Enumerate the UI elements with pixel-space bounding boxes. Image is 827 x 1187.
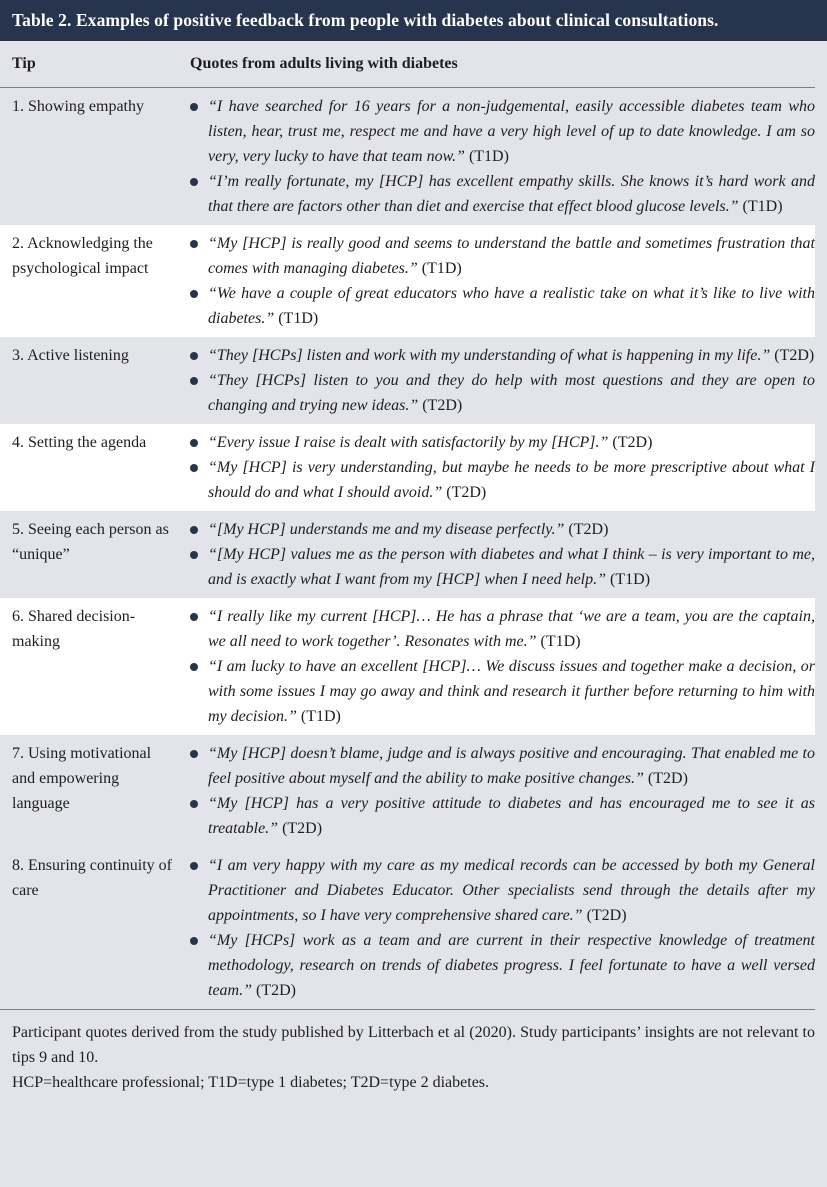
quote-list	[190, 343, 815, 418]
header-quotes: Quotes from adults living with diabetes	[190, 55, 458, 72]
quote-text: “I am very happy with my care as my medical records can be accessed by both my General Practitioner and Diabetes Educator. Other specialists send through the details after my appointments, so I have very comprehensive shared care.”	[208, 857, 815, 924]
diabetes-type-tag: (T2D)	[770, 347, 815, 364]
quote-item	[190, 455, 815, 505]
quote-item	[190, 654, 815, 729]
table-row	[0, 511, 827, 598]
quote-item	[190, 368, 815, 418]
tip-cell: 8. Ensuring continuity of care	[12, 857, 172, 899]
quote-item	[190, 343, 815, 368]
diabetes-type-tag: (T1D)	[536, 633, 581, 650]
quote-item	[190, 94, 815, 169]
bullet-icon	[190, 240, 198, 248]
quote-item	[190, 231, 815, 281]
tip-cell: 5. Seeing each person as “unique”	[12, 521, 169, 563]
diabetes-type-tag: (T1D)	[296, 708, 341, 725]
header-tip: Tip	[12, 55, 36, 72]
quote-text: “[My HCP] understands me and my disease perfectly.”	[208, 521, 565, 538]
diabetes-type-tag: (T2D)	[252, 982, 296, 999]
quote-list	[190, 430, 815, 505]
quote-item	[190, 430, 815, 455]
table-body	[0, 88, 827, 1009]
bullet-icon	[190, 352, 198, 360]
quote-text: “My [HCP] is very understanding, but maybe he needs to be more prescriptive about what I should do and what I should avoid.”	[208, 459, 815, 501]
tip-cell: 3. Active listening	[12, 347, 129, 364]
diabetes-type-tag: (T2D)	[582, 907, 627, 924]
bullet-icon	[190, 800, 198, 808]
tip-cell: 2. Acknowledging the psychological impact	[12, 235, 153, 277]
bullet-icon	[190, 178, 198, 186]
table-footer	[0, 1010, 827, 1095]
quote-text: “I have searched for 16 years for a non-judgemental, easily accessible diabetes team who listen, hear, trust me, respect me and have a very high level of up to date knowledge. I am so very, very lucky to have that team now.”	[208, 98, 815, 165]
diabetes-type-tag: (T2D)	[278, 820, 323, 837]
quotes-cell	[178, 430, 815, 505]
quote-item	[190, 853, 815, 928]
table-row	[0, 225, 815, 337]
quote-text: “[My HCP] values me as the person with diabetes and what I think – is very important to me, and is exactly what I want from my [HCP] when I need help.”	[208, 546, 815, 588]
diabetes-type-tag: (T2D)	[564, 521, 609, 538]
quotes-cell	[178, 517, 827, 592]
diabetes-type-tag: (T2D)	[643, 770, 688, 787]
quote-text: “My [HCP] has a very positive attitude to diabetes and has encouraged me to see it as treatable.”	[208, 795, 815, 837]
quote-text: “My [HCPs] work as a team and are current in their respective knowledge of treatment methodology, research on trends of diabetes progress. I feel fortunate to have a well versed team.”	[208, 932, 815, 999]
diabetes-type-tag: (T1D)	[738, 198, 783, 215]
quote-item	[190, 791, 815, 841]
bullet-icon	[190, 290, 198, 298]
diabetes-type-tag: (T1D)	[606, 571, 651, 588]
footer-note-source: Participant quotes derived from the study published by Litterbach et al (2020). Study participants’ insights are not relevant to tips 9 and 10.	[12, 1024, 815, 1066]
quote-item	[190, 741, 815, 791]
table-title: Table 2. Examples of positive feedback from people with diabetes about clinical consultations.	[0, 0, 827, 41]
diabetes-type-tag: (T2D)	[418, 397, 463, 414]
bullet-icon	[190, 377, 198, 385]
table-row	[0, 88, 827, 225]
table-row	[0, 847, 827, 1009]
quote-text: “My [HCP] is really good and seems to understand the battle and sometimes frustration that comes with managing diabetes.”	[208, 235, 815, 277]
diabetes-type-tag: (T1D)	[274, 310, 319, 327]
quotes-cell	[178, 343, 827, 418]
quote-text: “I am lucky to have an excellent [HCP]… We discuss issues and together make a decision, or with some issues I may go away and think and research it further before returning to him with my decision.”	[208, 658, 815, 725]
quotes-cell	[178, 604, 815, 729]
bullet-icon	[190, 103, 198, 111]
tip-cell: 6. Shared decision-making	[12, 608, 136, 650]
quote-list	[190, 94, 815, 219]
quote-item	[190, 542, 815, 592]
quote-text: “We have a couple of great educators who have a realistic take on what it’s like to live with diabetes.”	[208, 285, 815, 327]
diabetes-type-tag: (T2D)	[442, 484, 487, 501]
bullet-icon	[190, 862, 198, 870]
quote-item	[190, 281, 815, 331]
quote-item	[190, 928, 815, 1003]
quote-item	[190, 517, 815, 542]
bullet-icon	[190, 551, 198, 559]
diabetes-type-tag: (T1D)	[417, 260, 462, 277]
quote-text: “Every issue I raise is dealt with satisfactorily by my [HCP].”	[208, 434, 609, 451]
quote-text: “I’m really fortunate, my [HCP] has excellent empathy skills. She knows it’s hard work and that there are factors other than diet and exercise that effect blood glucose levels.”	[208, 173, 815, 215]
quote-list	[190, 741, 815, 841]
bullet-icon	[190, 663, 198, 671]
quote-item	[190, 169, 815, 219]
quote-text: “They [HCPs] listen to you and they do help with most questions and they are open to changing and trying new ideas.”	[208, 372, 815, 414]
quotes-cell	[178, 853, 827, 1003]
quote-list	[190, 853, 815, 1003]
table-header	[0, 41, 827, 87]
table-row	[0, 424, 815, 511]
bullet-icon	[190, 937, 198, 945]
diabetes-type-tag: (T2D)	[608, 434, 653, 451]
bullet-icon	[190, 439, 198, 447]
quote-text: “I really like my current [HCP]… He has a phrase that ‘we are a team, you are the captain, we all need to work together’. Resonates with me.”	[208, 608, 815, 650]
quote-list	[190, 517, 815, 592]
bullet-icon	[190, 613, 198, 621]
quote-item	[190, 604, 815, 654]
tip-cell: 7. Using motivational and empowering language	[12, 745, 152, 812]
footer-note-abbreviations: HCP=healthcare professional; T1D=type 1 diabetes; T2D=type 2 diabetes.	[12, 1074, 490, 1091]
quote-text: “My [HCP] doesn’t blame, judge and is always positive and encouraging. That enabled me to feel positive about myself and the ability to make positive changes.”	[208, 745, 815, 787]
bullet-icon	[190, 526, 198, 534]
bullet-icon	[190, 464, 198, 472]
quote-list	[190, 604, 815, 729]
diabetes-type-tag: (T1D)	[464, 148, 509, 165]
table-row	[0, 337, 827, 424]
quote-list	[190, 231, 815, 331]
tip-cell: 4. Setting the agenda	[12, 434, 147, 451]
quote-text: “They [HCPs] listen and work with my understanding of what is happening in my life.”	[208, 347, 771, 364]
quotes-cell	[178, 741, 827, 841]
table-row	[0, 598, 815, 735]
tip-cell: 1. Showing empathy	[12, 98, 144, 115]
quotes-cell	[178, 94, 827, 219]
bullet-icon	[190, 750, 198, 758]
table-row	[0, 735, 827, 847]
quotes-cell	[178, 231, 815, 331]
